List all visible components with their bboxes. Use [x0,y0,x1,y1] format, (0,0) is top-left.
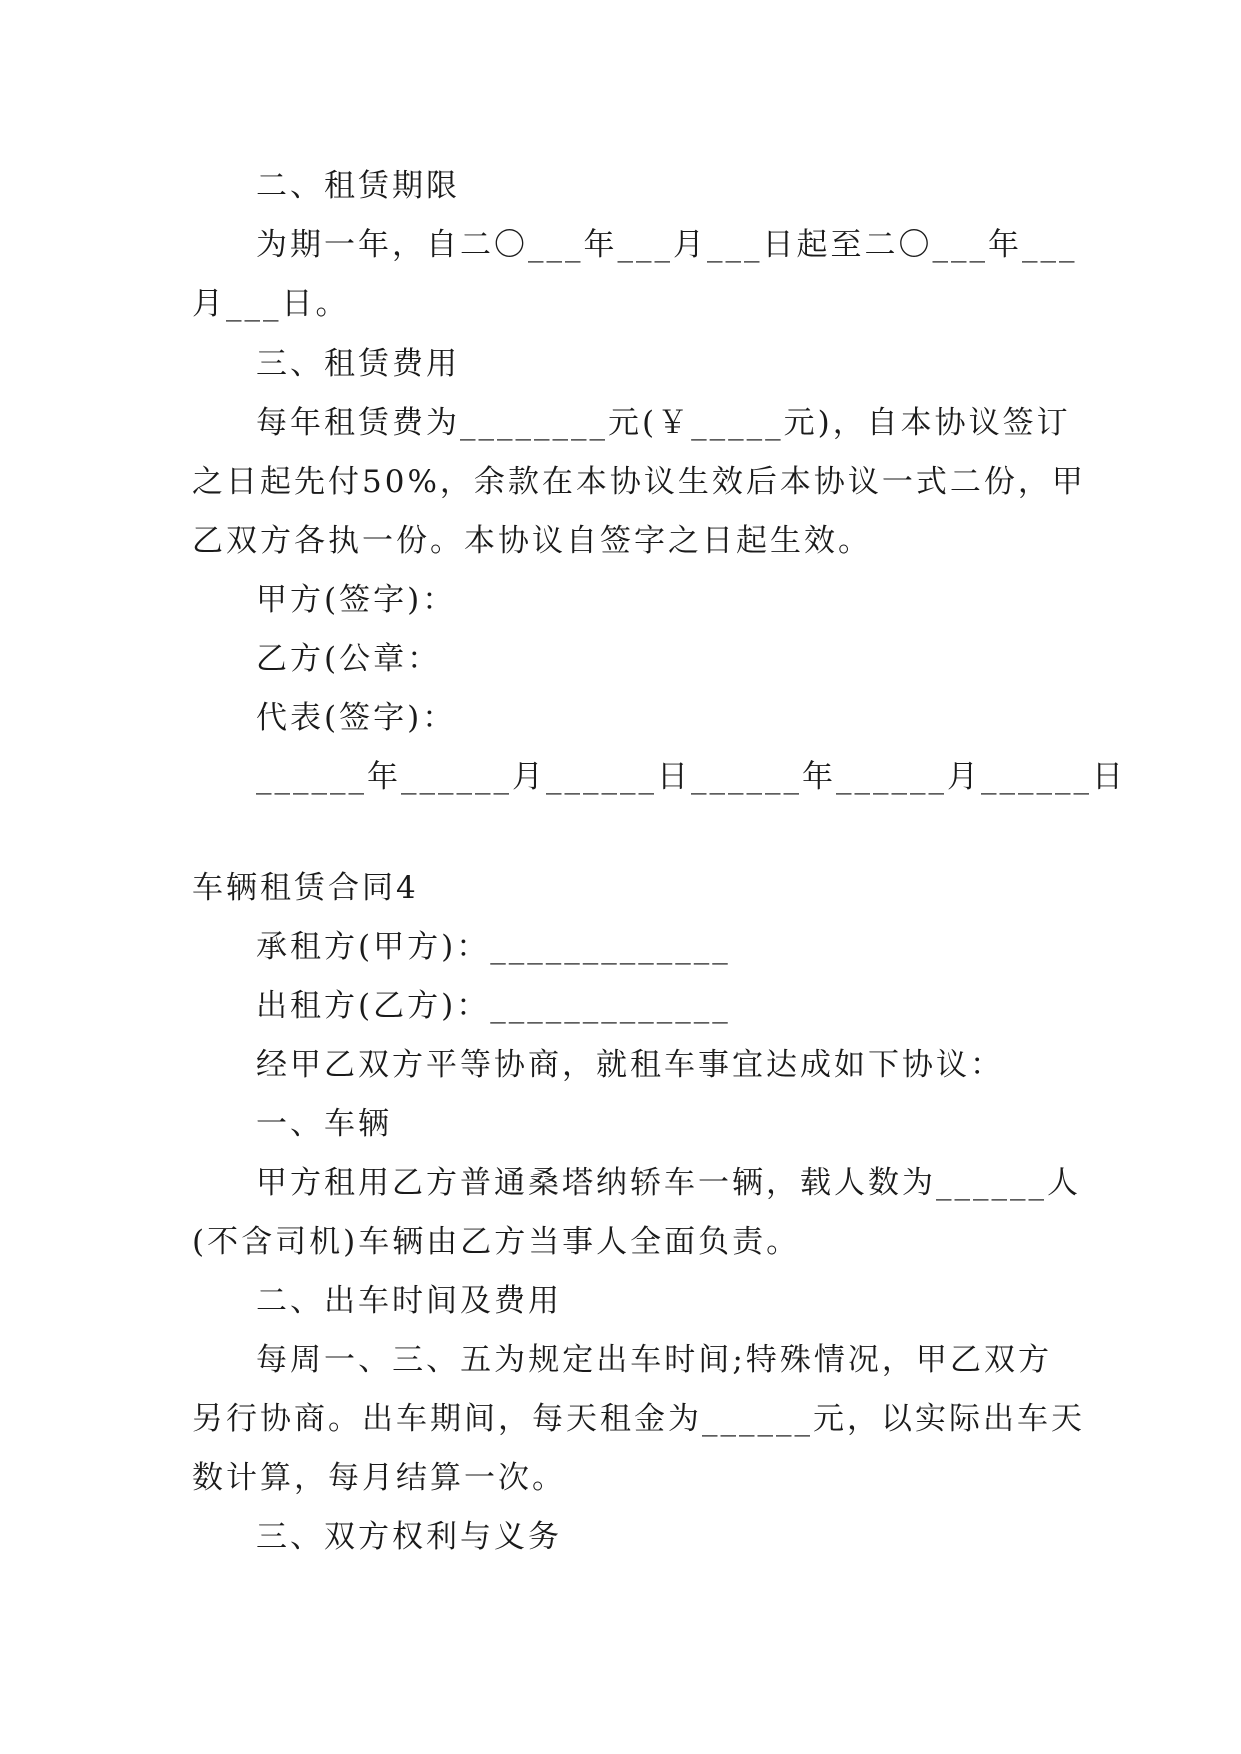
signature-representative: 代表(签字)： [256,700,457,736]
paragraph-line: (不含司机)车辆由乙方当事人全面负责。 [192,1224,801,1260]
paragraph-line: 每周一、三、五为规定出车时间;特殊情况，甲乙双方 [256,1342,1052,1378]
section-heading-vehicle: 一、车辆 [256,1106,392,1142]
paragraph-line: 月___日。 [192,286,350,322]
paragraph-line: 甲方租用乙方普通桑塔纳轿车一辆，载人数为______人 [256,1165,1081,1201]
paragraph-line: 之日起先付50%，余款在本协议生效后本协议一式二份，甲 [192,464,1086,500]
paragraph-line: 经甲乙双方平等协商，就租车事宜达成如下协议： [256,1047,1004,1083]
signature-party-b: 乙方(公章： [256,641,442,677]
signature-party-a: 甲方(签字)： [256,582,457,618]
contract-title: 车辆租赁合同4 [192,870,419,906]
lessor-line: 出租方(乙方)：_____________ [256,988,731,1024]
lessee-line: 承租方(甲方)：_____________ [256,929,731,965]
section-heading-time-fee: 二、出车时间及费用 [256,1283,562,1319]
paragraph-line: 每年租赁费为________元(￥_____元)，自本协议签订 [256,405,1071,441]
paragraph-line: 乙双方各执一份。本协议自签字之日起生效。 [192,523,872,559]
paragraph-line: 另行协商。出车期间，每天租金为______元，以实际出车天 [192,1401,1085,1437]
paragraph-line: 为期一年，自二〇___年___月___日起至二〇___年___ [256,227,1078,263]
section-heading-lease-term: 二、租赁期限 [256,168,460,204]
signature-date-line: ______年______月______日______年______月______日 [256,759,1126,795]
section-heading-rights-obligations: 三、双方权利与义务 [256,1519,562,1555]
section-heading-lease-fee: 三、租赁费用 [256,346,460,382]
paragraph-line: 数计算，每月结算一次。 [192,1460,566,1496]
